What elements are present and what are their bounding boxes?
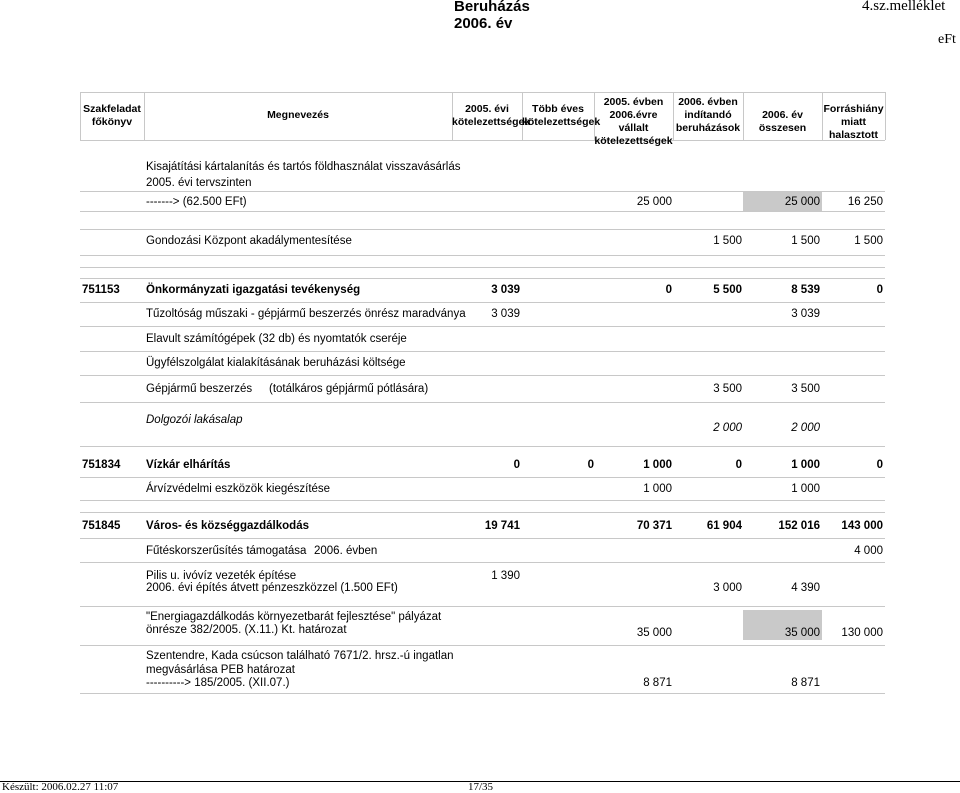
- gepjarmu-inditando: 3 500: [713, 383, 742, 395]
- row-szentendre-line3: ----------> 185/2005. (XII.07.): [146, 677, 290, 689]
- viz-inditando: 0: [735, 459, 742, 471]
- grid-line: [80, 693, 885, 694]
- doc-year: 2006. év: [454, 15, 513, 32]
- gepjarmu-osszesen: 3 500: [791, 383, 820, 395]
- section-onkormanyzati: Önkormányzati igazgatási tevékenység: [146, 284, 361, 296]
- grid-line: [80, 375, 885, 376]
- header-szakfeladat: Szakfeladat főkönyv: [83, 103, 141, 128]
- grid-line: [80, 538, 885, 539]
- arvizvedelmi-vallalt: 1 000: [643, 483, 672, 495]
- grid-line: [80, 267, 885, 268]
- section-code-751834: 751834: [82, 459, 121, 471]
- row-futeskorszerusites-year: 2006. évben: [314, 545, 378, 557]
- row-gepjarmu: Gépjármű beszerzés: [146, 383, 253, 395]
- grid-line: [80, 562, 885, 563]
- row-kisajatitas-line1: Kisajátítási kártalanítás és tartós földhasználat visszavásárlás: [146, 161, 461, 173]
- grid-line: [80, 302, 885, 303]
- onk-osszesen: 8 539: [791, 284, 820, 296]
- varos-inditando: 61 904: [706, 520, 742, 532]
- row-futeskorszerusites: Fűtéskorszerűsítés támogatása: [146, 545, 307, 557]
- header-vallalt: 2005. évben 2006.évre vállalt kötelezettségek: [594, 96, 673, 147]
- varos-forrashiany: 143 000: [841, 520, 883, 532]
- viz-tobb-eves: 0: [587, 459, 594, 471]
- grid-line: [80, 140, 885, 141]
- futes-forrashiany: 4 000: [854, 545, 883, 557]
- row-ugyfelszolgalat: Ügyfélszolgálat kialakításának beruházási költsége: [146, 357, 406, 369]
- grid-line: [80, 326, 885, 327]
- annex-label: 4.sz.melléklet: [862, 0, 946, 14]
- section-code-751845: 751845: [82, 520, 121, 532]
- viz-osszesen: 1 000: [791, 459, 820, 471]
- row-szentendre-line2: megvásárlása PEB határozat: [146, 664, 295, 676]
- grid-line: [80, 255, 885, 256]
- header-osszesen: 2006. év összesen: [758, 109, 807, 134]
- row-tuzoltosag: Tűzoltóság műszaki - gépjármű beszerzés önrész maradványa: [146, 308, 466, 320]
- dolgozoi-inditando: 2 000: [713, 422, 742, 434]
- grid-line: [80, 278, 885, 279]
- grid-line: [80, 446, 885, 447]
- grid-line: [80, 606, 885, 607]
- row-gondozasi: Gondozási Központ akadálymentesítése: [146, 235, 352, 247]
- szentendre-vallalt: 8 871: [643, 677, 672, 689]
- grid-line: [885, 92, 886, 140]
- kisajatitas-vallalt: 25 000: [636, 196, 672, 208]
- row-szentendre-line1: Szentendre, Kada csúcson található 7671/2. hrsz.-ú ingatlan: [146, 650, 454, 662]
- row-dolgozoi: Dolgozói lakásalap: [146, 414, 243, 426]
- varos-osszesen: 152 016: [778, 520, 820, 532]
- section-code-751153: 751153: [82, 284, 120, 296]
- grid-line: [80, 92, 885, 93]
- header-tobb-eves: Több éves kötelezettségek: [522, 103, 601, 128]
- onk-inditando: 5 500: [713, 284, 742, 296]
- row-elavult: Elavult számítógépek (32 db) és nyomtatók cseréje: [146, 333, 407, 345]
- pilis-2005: 1 390: [491, 570, 520, 582]
- grid-line: [80, 191, 885, 192]
- energia-forrashiany: 130 000: [841, 627, 883, 639]
- header-megnevezes: Megnevezés: [267, 109, 329, 121]
- section-varos: Város- és községgazdálkodás: [146, 520, 309, 532]
- row-pilis-line2: 2006. évi építés átvett pénzeszközzel (1.500 EFt): [146, 582, 398, 594]
- row-pilis: Pilis u. ivóvíz vezeték építése: [146, 570, 297, 582]
- unit-label: eFt: [938, 32, 956, 47]
- varos-vallalt: 70 371: [636, 520, 672, 532]
- pilis-inditando: 3 000: [713, 582, 742, 594]
- row-energia-line2: önrésze 382/2005. (X.11.) Kt. határozat: [146, 624, 347, 636]
- grid-line: [80, 211, 885, 212]
- grid-line: [80, 402, 885, 403]
- viz-2005: 0: [513, 459, 520, 471]
- gondozasi-osszesen: 1 500: [791, 235, 820, 247]
- varos-2005: 19 741: [484, 520, 520, 532]
- footer-page-number: 17/35: [468, 781, 494, 793]
- szentendre-osszesen: 8 871: [791, 677, 820, 689]
- viz-forrashiany: 0: [876, 459, 883, 471]
- grid-line: [80, 645, 885, 646]
- footer-created: Készült: 2006.02.27 11:07: [2, 781, 119, 793]
- grid-line: [80, 229, 885, 230]
- header-inditando: 2006. évben indítandó beruházások: [675, 96, 741, 134]
- grid-line: [80, 477, 885, 478]
- pilis-osszesen: 4 390: [791, 582, 820, 594]
- onk-2005: 3 039: [491, 284, 520, 296]
- kisajatitas-osszesen: 25 000: [784, 196, 820, 208]
- grid-line: [80, 512, 885, 513]
- gondozasi-inditando: 1 500: [713, 235, 742, 247]
- row-kisajatitas-line2: 2005. évi tervszinten: [146, 177, 252, 189]
- row-gepjarmu-note: (totálkáros gépjármű pótlására): [269, 383, 429, 395]
- grid-line: [80, 351, 885, 352]
- row-arvizvedelmi: Árvízvédelmi eszközök kiegészítése: [146, 483, 331, 495]
- header-2005-koltelezettseg: 2005. évi kötelezettségek: [452, 103, 531, 128]
- section-vizkar: Vízkár elhárítás: [146, 459, 231, 471]
- grid-line: [80, 500, 885, 501]
- row-energia-line1: "Energiagazdálkodás környezetbarát fejlesztése" pályázat: [146, 611, 442, 623]
- tuzoltosag-2005: 3 039: [491, 308, 520, 320]
- arvizvedelmi-osszesen: 1 000: [791, 483, 820, 495]
- gondozasi-forrashiany: 1 500: [854, 235, 883, 247]
- energia-osszesen: 35 000: [784, 627, 820, 639]
- kisajatitas-forrashiany: 16 250: [847, 196, 883, 208]
- header-forrashiany: Forráshiány miatt halasztott: [823, 103, 884, 141]
- tuzoltosag-osszesen: 3 039: [791, 308, 820, 320]
- dolgozoi-osszesen: 2 000: [791, 422, 820, 434]
- onk-forrashiany: 0: [876, 284, 883, 296]
- onk-vallalt: 0: [665, 284, 672, 296]
- viz-vallalt: 1 000: [643, 459, 672, 471]
- row-kisajatitas-line3: -------> (62.500 EFt): [146, 196, 247, 208]
- doc-title: Beruházás: [454, 0, 530, 15]
- energia-vallalt: 35 000: [636, 627, 672, 639]
